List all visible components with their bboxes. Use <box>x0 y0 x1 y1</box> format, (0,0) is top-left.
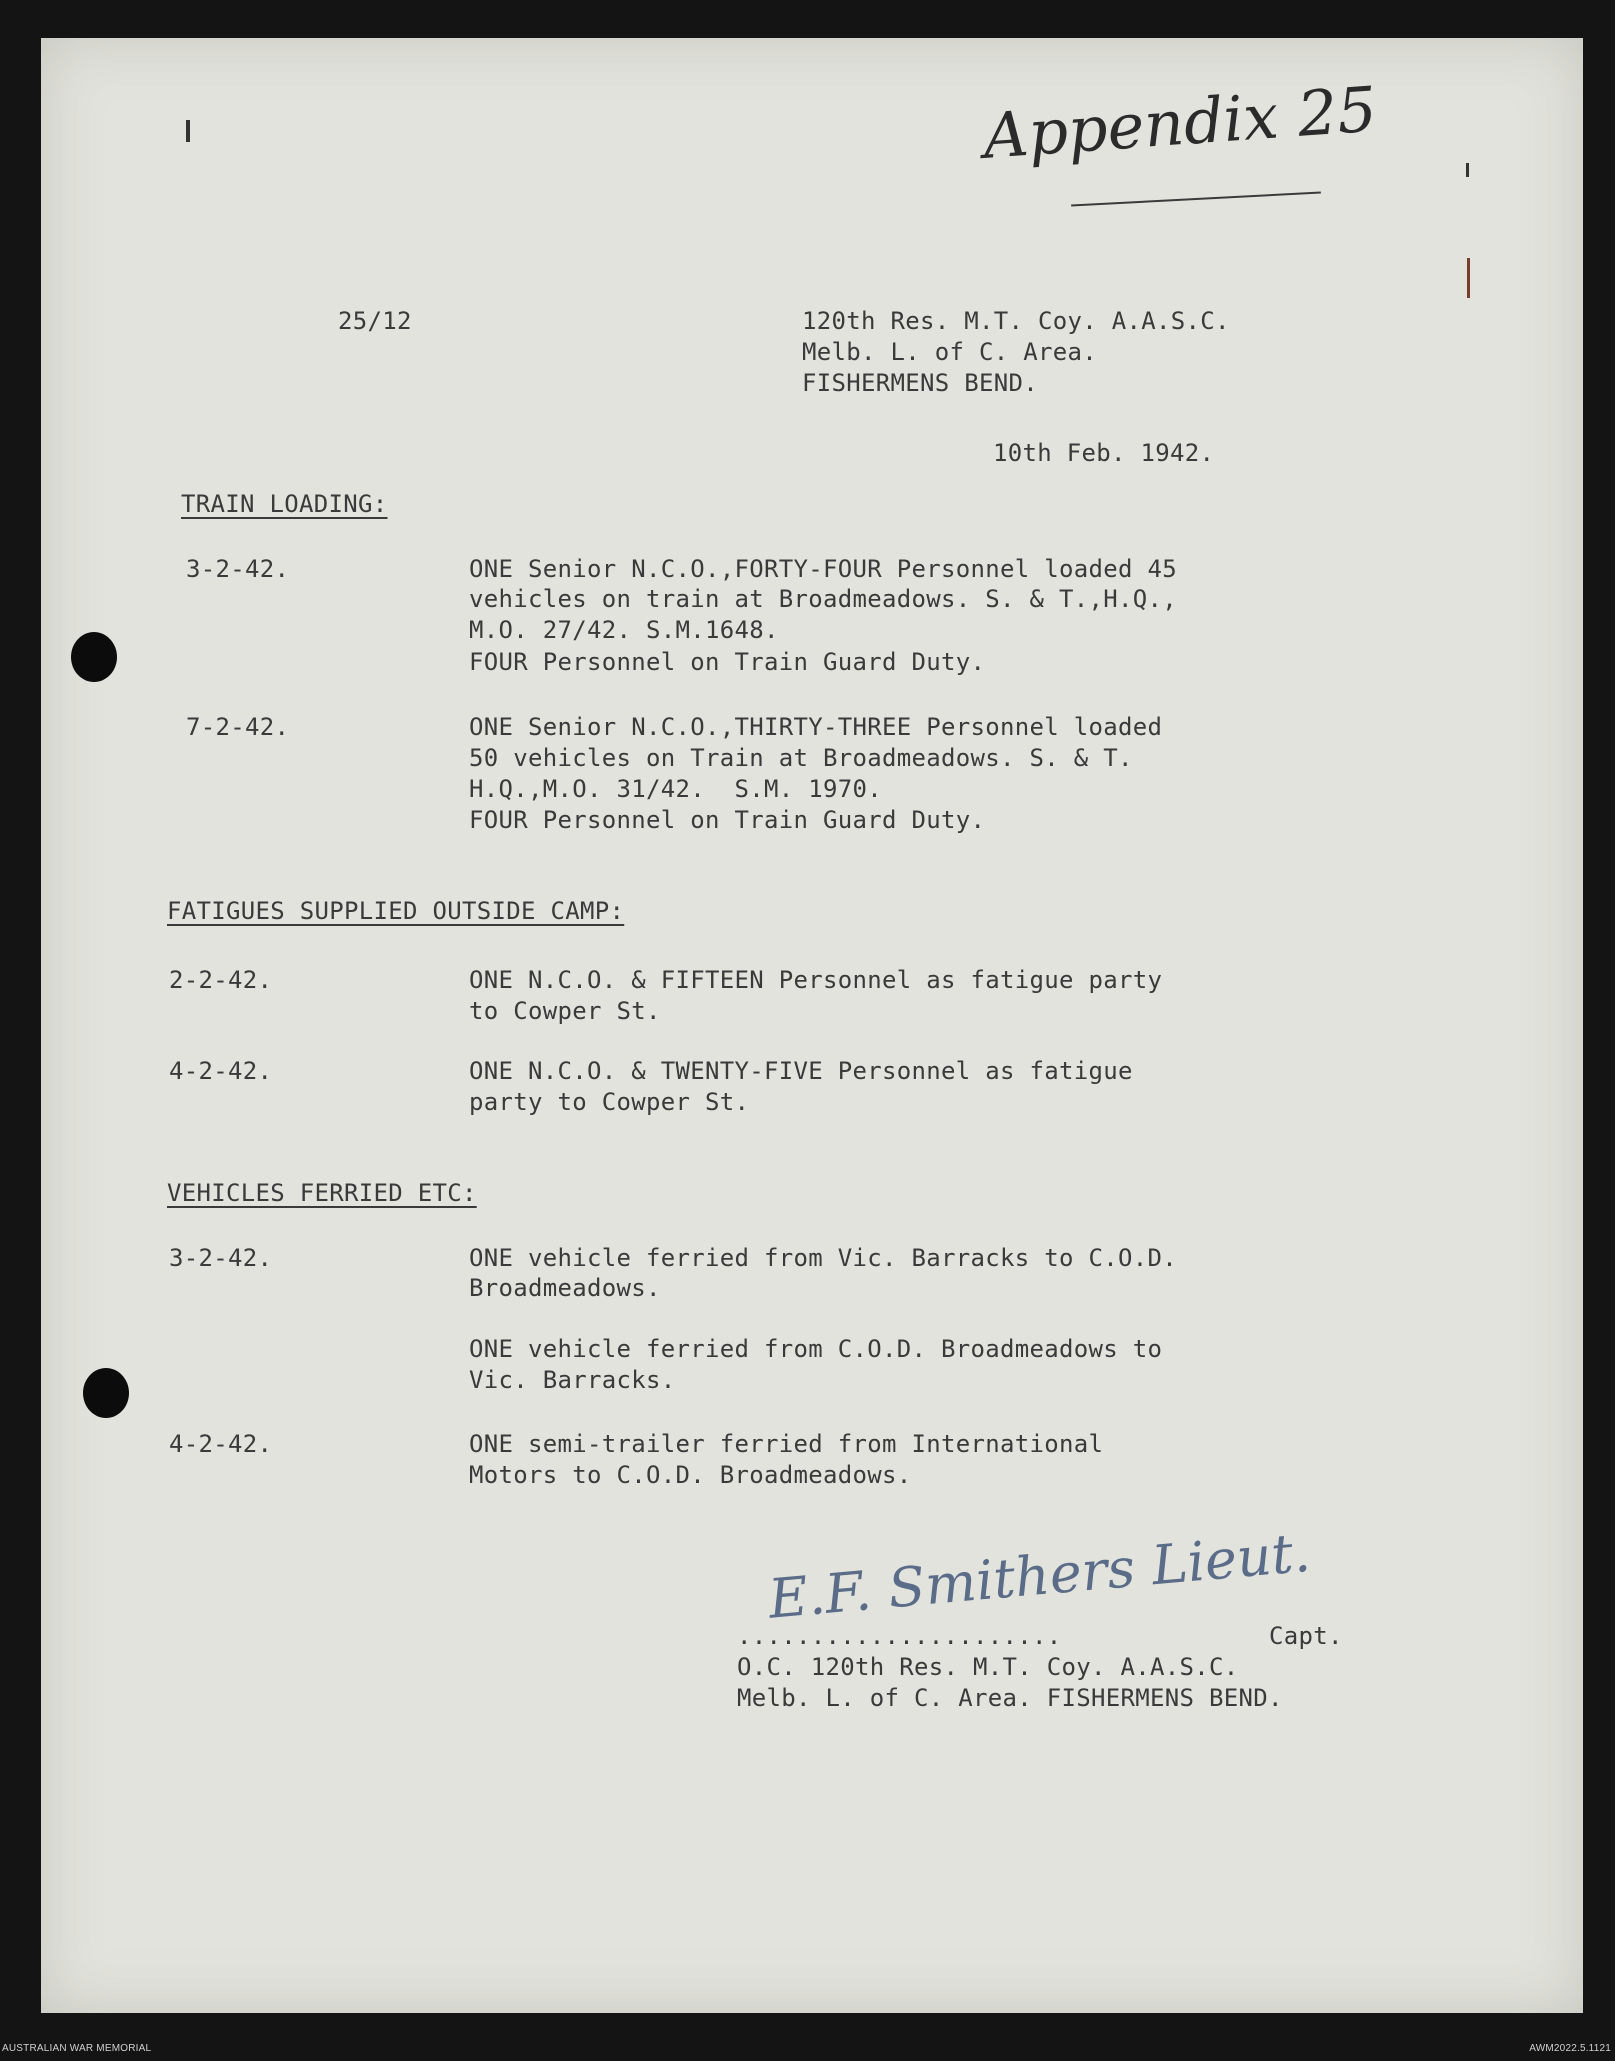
staple-rust-mark <box>1467 258 1470 298</box>
section-heading-vehicles-ferried: VEHICLES FERRIED ETC: <box>167 1179 477 1207</box>
signature-line-3: Melb. L. of C. Area. FISHERMENS BEND. <box>737 1684 1283 1712</box>
entry-line: party to Cowper St. <box>469 1088 750 1116</box>
signature-handwritten: E.F. Smithers Lieut. <box>766 1520 1313 1631</box>
signature-dots: ...................... <box>737 1622 1062 1650</box>
document-date: 10th Feb. 1942. <box>993 439 1215 467</box>
entry-date: 4-2-42. <box>169 1057 273 1085</box>
entry-line: ONE Senior N.C.O.,THIRTY-THREE Personnel loaded <box>469 713 1163 741</box>
punch-hole <box>83 1368 129 1418</box>
entry-line: Motors to C.O.D. Broadmeadows. <box>469 1461 912 1489</box>
footer-catalogue-number: AWM2022.5.1121 <box>1529 2043 1611 2054</box>
signature-line-2: O.C. 120th Res. M.T. Coy. A.A.S.C. <box>737 1653 1239 1681</box>
appendix-handwritten: Appendix 25 <box>981 72 1379 173</box>
entry-line: FOUR Personnel on Train Guard Duty. <box>469 648 986 676</box>
entry-line: ONE vehicle ferried from C.O.D. Broadmeadows to <box>469 1335 1163 1363</box>
entry-date: 2-2-42. <box>169 966 273 994</box>
entry-line: 50 vehicles on Train at Broadmeadows. S. & T. <box>469 744 1133 772</box>
entry-line: ONE N.C.O. & TWENTY-FIVE Personnel as fatigue <box>469 1057 1133 1085</box>
entry-date: 3-2-42. <box>169 1244 273 1272</box>
margin-mark <box>1466 163 1469 177</box>
section-heading-train-loading: TRAIN LOADING: <box>181 490 388 518</box>
entry-line: ONE vehicle ferried from Vic. Barracks to C.O.D. <box>469 1244 1177 1272</box>
section-heading-fatigues: FATIGUES SUPPLIED OUTSIDE CAMP: <box>167 897 625 925</box>
reference-number: 25/12 <box>338 307 412 335</box>
entry-line: Broadmeadows. <box>469 1274 661 1302</box>
signature-rank: Capt. <box>1269 1622 1343 1650</box>
entry-line: to Cowper St. <box>469 997 661 1025</box>
document-page <box>41 38 1583 2013</box>
appendix-underline <box>1071 191 1321 206</box>
entry-date: 7-2-42. <box>186 713 290 741</box>
entry-line: M.O. 27/42. S.M.1648. <box>469 616 779 644</box>
entry-date: 3-2-42. <box>186 555 290 583</box>
punch-hole <box>71 632 117 682</box>
entry-line: ONE Senior N.C.O.,FORTY-FOUR Personnel loaded 45 <box>469 555 1177 583</box>
unit-address-line-3: FISHERMENS BEND. <box>802 369 1038 397</box>
unit-address-line-1: 120th Res. M.T. Coy. A.A.S.C. <box>802 307 1230 335</box>
unit-address-line-2: Melb. L. of C. Area. <box>802 338 1097 366</box>
entry-line: ONE N.C.O. & FIFTEEN Personnel as fatigue party <box>469 966 1163 994</box>
entry-line: Vic. Barracks. <box>469 1366 676 1394</box>
entry-date: 4-2-42. <box>169 1430 273 1458</box>
entry-line: ONE semi-trailer ferried from International <box>469 1430 1104 1458</box>
footer-institution: AUSTRALIAN WAR MEMORIAL <box>2 2043 152 2054</box>
margin-mark <box>186 120 190 142</box>
entry-line: vehicles on train at Broadmeadows. S. & T.,H.Q., <box>469 585 1177 613</box>
entry-line: H.Q.,M.O. 31/42. S.M. 1970. <box>469 775 882 803</box>
entry-line: FOUR Personnel on Train Guard Duty. <box>469 806 986 834</box>
